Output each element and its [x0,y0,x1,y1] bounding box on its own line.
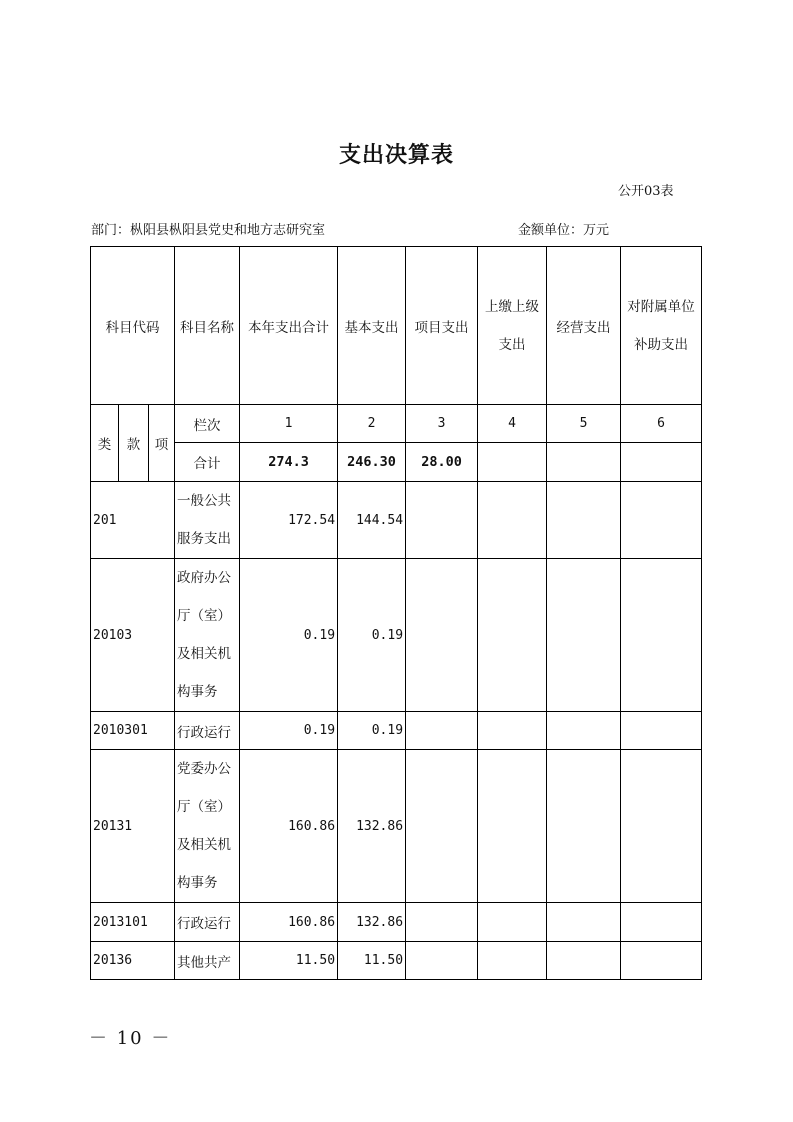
header-business: 经营支出 [547,247,621,405]
header-total: 本年支出合计 [240,247,338,405]
row-total: 11.50 [240,942,338,980]
row-name: 行政运行 [175,712,240,750]
row-total: 172.54 [240,482,338,559]
row-basic: 0.19 [338,559,406,712]
form-number: 公开03表 [618,184,674,199]
table-row [91,712,702,750]
header-xiang: 项 [149,405,175,482]
row-name: 行政运行 [175,903,240,942]
header-lanci: 栏次 [175,405,240,443]
total-basic: 246.30 [338,443,406,482]
header-row [91,247,702,405]
amount-unit-label: 金额单位：万元 [518,223,610,238]
row-total: 160.86 [240,903,338,942]
table-row [91,482,702,559]
col-number-6: 6 [621,405,702,443]
row-code: 20136 [91,942,175,980]
header-subsidy: 对附属单位补助支出 [621,247,702,405]
header-heji: 合计 [175,443,240,482]
total-total: 274.3 [240,443,338,482]
row-code: 20131 [91,750,175,903]
row-basic: 132.86 [338,750,406,903]
table-row [91,750,702,903]
col-number-1: 1 [240,405,338,443]
page-number: － 10 － [89,1028,172,1049]
total-upper [478,443,547,482]
row-basic: 11.50 [338,942,406,980]
table-row [91,903,702,942]
table-row [91,942,702,980]
header-code: 科目代码 [91,247,175,405]
header-name: 科目名称 [175,247,240,405]
total-project: 28.00 [406,443,478,482]
table-row [91,559,702,712]
column-number-row [91,405,702,443]
row-name: 党委办公厅（室）及相关机构事务 [175,750,240,903]
row-code: 2013101 [91,903,175,942]
department-label: 部门：枞阳县枞阳县党史和地方志研究室 [91,223,326,238]
header-lei: 类 [91,405,119,482]
row-name: 其他共产 [175,942,240,980]
row-code: 201 [91,482,175,559]
row-name: 一般公共服务支出 [175,482,240,559]
row-code: 20103 [91,559,175,712]
total-business [547,443,621,482]
header-project: 项目支出 [406,247,478,405]
col-number-5: 5 [547,405,621,443]
expenditure-table [90,246,702,980]
row-total: 0.19 [240,559,338,712]
header-kuan: 款 [119,405,149,482]
col-number-4: 4 [478,405,547,443]
row-total: 160.86 [240,750,338,903]
total-row [91,443,702,482]
row-basic: 132.86 [338,903,406,942]
col-number-3: 3 [406,405,478,443]
total-subsidy [621,443,702,482]
row-name: 政府办公厅（室）及相关机构事务 [175,559,240,712]
page-title: 支出决算表 [338,143,454,168]
row-basic: 144.54 [338,482,406,559]
row-basic: 0.19 [338,712,406,750]
row-total: 0.19 [240,712,338,750]
col-number-2: 2 [338,405,406,443]
header-basic: 基本支出 [338,247,406,405]
row-code: 2010301 [91,712,175,750]
header-upper: 上缴上级支出 [478,247,547,405]
